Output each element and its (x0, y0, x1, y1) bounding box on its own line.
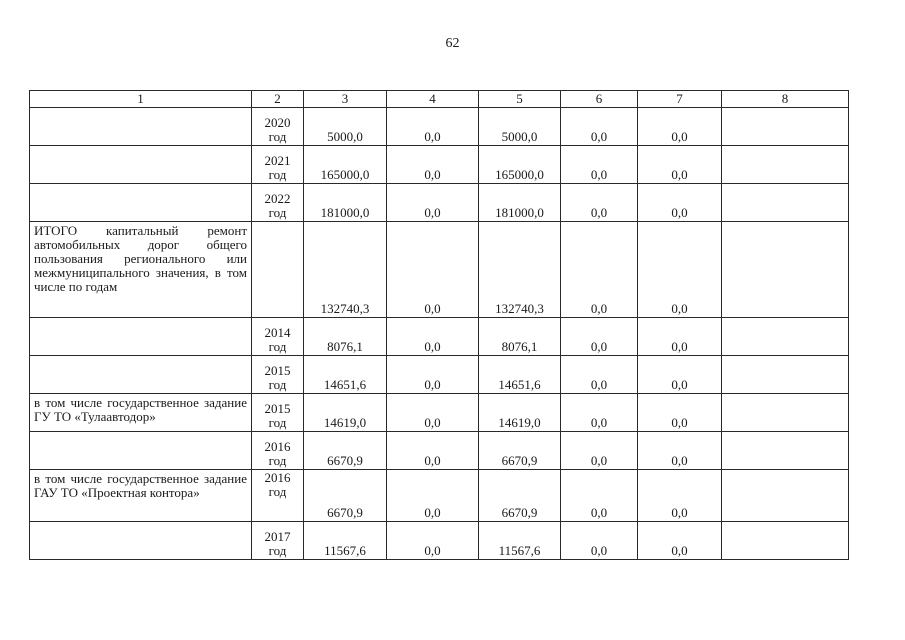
cell-col5: 6670,9 (479, 470, 561, 522)
year-value: 2020 (264, 115, 291, 130)
column-number: 8 (722, 91, 849, 108)
row-year (252, 470, 304, 522)
row-label (30, 184, 252, 222)
cell-col4: 0,0 (387, 356, 479, 394)
year-unit: год (268, 339, 287, 354)
column-number: 7 (638, 91, 722, 108)
cell-col6: 0,0 (561, 356, 638, 394)
cell-col6: 0,0 (561, 432, 638, 470)
row-year (252, 356, 304, 394)
cell-col8 (722, 146, 849, 184)
column-number: 3 (304, 91, 387, 108)
year-unit: год (268, 415, 287, 430)
cell-col5: 181000,0 (479, 184, 561, 222)
table-row-total (30, 222, 849, 318)
cell-col7: 0,0 (638, 470, 722, 522)
row-year (252, 222, 304, 318)
cell-col5: 6670,9 (479, 432, 561, 470)
cell-col8 (722, 394, 849, 432)
cell-col5: 14651,6 (479, 356, 561, 394)
cell-col8 (722, 108, 849, 146)
row-label: в том числе государственное задание ГАУ ТО «Проектная контора» (30, 470, 252, 522)
cell-col4: 0,0 (387, 318, 479, 356)
row-label (30, 356, 252, 394)
row-label: в том числе государственное задание ГУ ТО «Тулаавтодор» (30, 394, 252, 432)
year-value: 2015 (264, 401, 291, 416)
cell-col3: 5000,0 (304, 108, 387, 146)
column-number-row (30, 91, 849, 108)
cell-col3: 14619,0 (304, 394, 387, 432)
cell-col6: 0,0 (561, 184, 638, 222)
cell-col6: 0,0 (561, 108, 638, 146)
cell-col4: 0,0 (387, 222, 479, 318)
cell-col4: 0,0 (387, 432, 479, 470)
table-row (30, 146, 849, 184)
row-year (252, 146, 304, 184)
year-value: 2021 (264, 153, 291, 168)
cell-col8 (722, 318, 849, 356)
cell-col4: 0,0 (387, 470, 479, 522)
cell-col3: 14651,6 (304, 356, 387, 394)
row-label: ИТОГО капитальный ремонт автомобильных дорог общего пользования регионального или межмуниципального значения, в том числе по годам (30, 222, 252, 318)
cell-col6: 0,0 (561, 146, 638, 184)
cell-col3: 165000,0 (304, 146, 387, 184)
year-value: 2014 (264, 325, 291, 340)
year-unit: год (268, 129, 287, 144)
table-row (30, 318, 849, 356)
cell-col7: 0,0 (638, 356, 722, 394)
cell-col3: 8076,1 (304, 318, 387, 356)
cell-col8 (722, 184, 849, 222)
cell-col4: 0,0 (387, 184, 479, 222)
year-value: 2022 (264, 191, 291, 206)
year-unit: год (268, 484, 287, 499)
row-label (30, 318, 252, 356)
cell-col6: 0,0 (561, 522, 638, 560)
cell-col5: 5000,0 (479, 108, 561, 146)
page-number: 62 (445, 36, 460, 51)
year-value: 2015 (264, 363, 291, 378)
row-label (30, 522, 252, 560)
cell-col5: 132740,3 (479, 222, 561, 318)
cell-col7: 0,0 (638, 394, 722, 432)
row-year (252, 184, 304, 222)
column-number: 5 (479, 91, 561, 108)
column-number: 4 (387, 91, 479, 108)
cell-col6: 0,0 (561, 222, 638, 318)
year-value: 2016 (264, 439, 291, 454)
cell-col4: 0,0 (387, 394, 479, 432)
cell-col8 (722, 222, 849, 318)
table-row (30, 108, 849, 146)
cell-col8 (722, 432, 849, 470)
year-unit: год (268, 205, 287, 220)
row-year (252, 318, 304, 356)
row-label (30, 108, 252, 146)
cell-col7: 0,0 (638, 184, 722, 222)
row-year (252, 394, 304, 432)
table-row (30, 470, 849, 522)
cell-col6: 0,0 (561, 470, 638, 522)
cell-col5: 165000,0 (479, 146, 561, 184)
cell-col7: 0,0 (638, 222, 722, 318)
table-row (30, 356, 849, 394)
row-year (252, 108, 304, 146)
cell-col7: 0,0 (638, 522, 722, 560)
cell-col7: 0,0 (638, 318, 722, 356)
cell-col8 (722, 356, 849, 394)
row-label (30, 146, 252, 184)
cell-col3: 181000,0 (304, 184, 387, 222)
cell-col3: 6670,9 (304, 470, 387, 522)
cell-col3: 132740,3 (304, 222, 387, 318)
cell-col6: 0,0 (561, 394, 638, 432)
year-unit: год (268, 543, 287, 558)
year-value: 2017 (264, 529, 291, 544)
cell-col8 (722, 522, 849, 560)
cell-col8 (722, 470, 849, 522)
cell-col6: 0,0 (561, 318, 638, 356)
cell-col3: 6670,9 (304, 432, 387, 470)
row-year (252, 432, 304, 470)
cell-col4: 0,0 (387, 522, 479, 560)
year-unit: год (268, 377, 287, 392)
cell-col5: 14619,0 (479, 394, 561, 432)
table-row (30, 522, 849, 560)
table-row (30, 184, 849, 222)
cell-col4: 0,0 (387, 108, 479, 146)
year-unit: год (268, 167, 287, 182)
cell-col7: 0,0 (638, 108, 722, 146)
cell-col5: 8076,1 (479, 318, 561, 356)
cell-col7: 0,0 (638, 432, 722, 470)
table-row (30, 432, 849, 470)
row-year (252, 522, 304, 560)
row-label (30, 432, 252, 470)
year-unit: год (268, 453, 287, 468)
table-row (30, 394, 849, 432)
cell-col3: 11567,6 (304, 522, 387, 560)
column-number: 2 (252, 91, 304, 108)
cell-col4: 0,0 (387, 146, 479, 184)
budget-table (29, 90, 849, 560)
column-number: 6 (561, 91, 638, 108)
column-number: 1 (30, 91, 252, 108)
cell-col7: 0,0 (638, 146, 722, 184)
year-value: 2016 (264, 470, 291, 485)
cell-col5: 11567,6 (479, 522, 561, 560)
